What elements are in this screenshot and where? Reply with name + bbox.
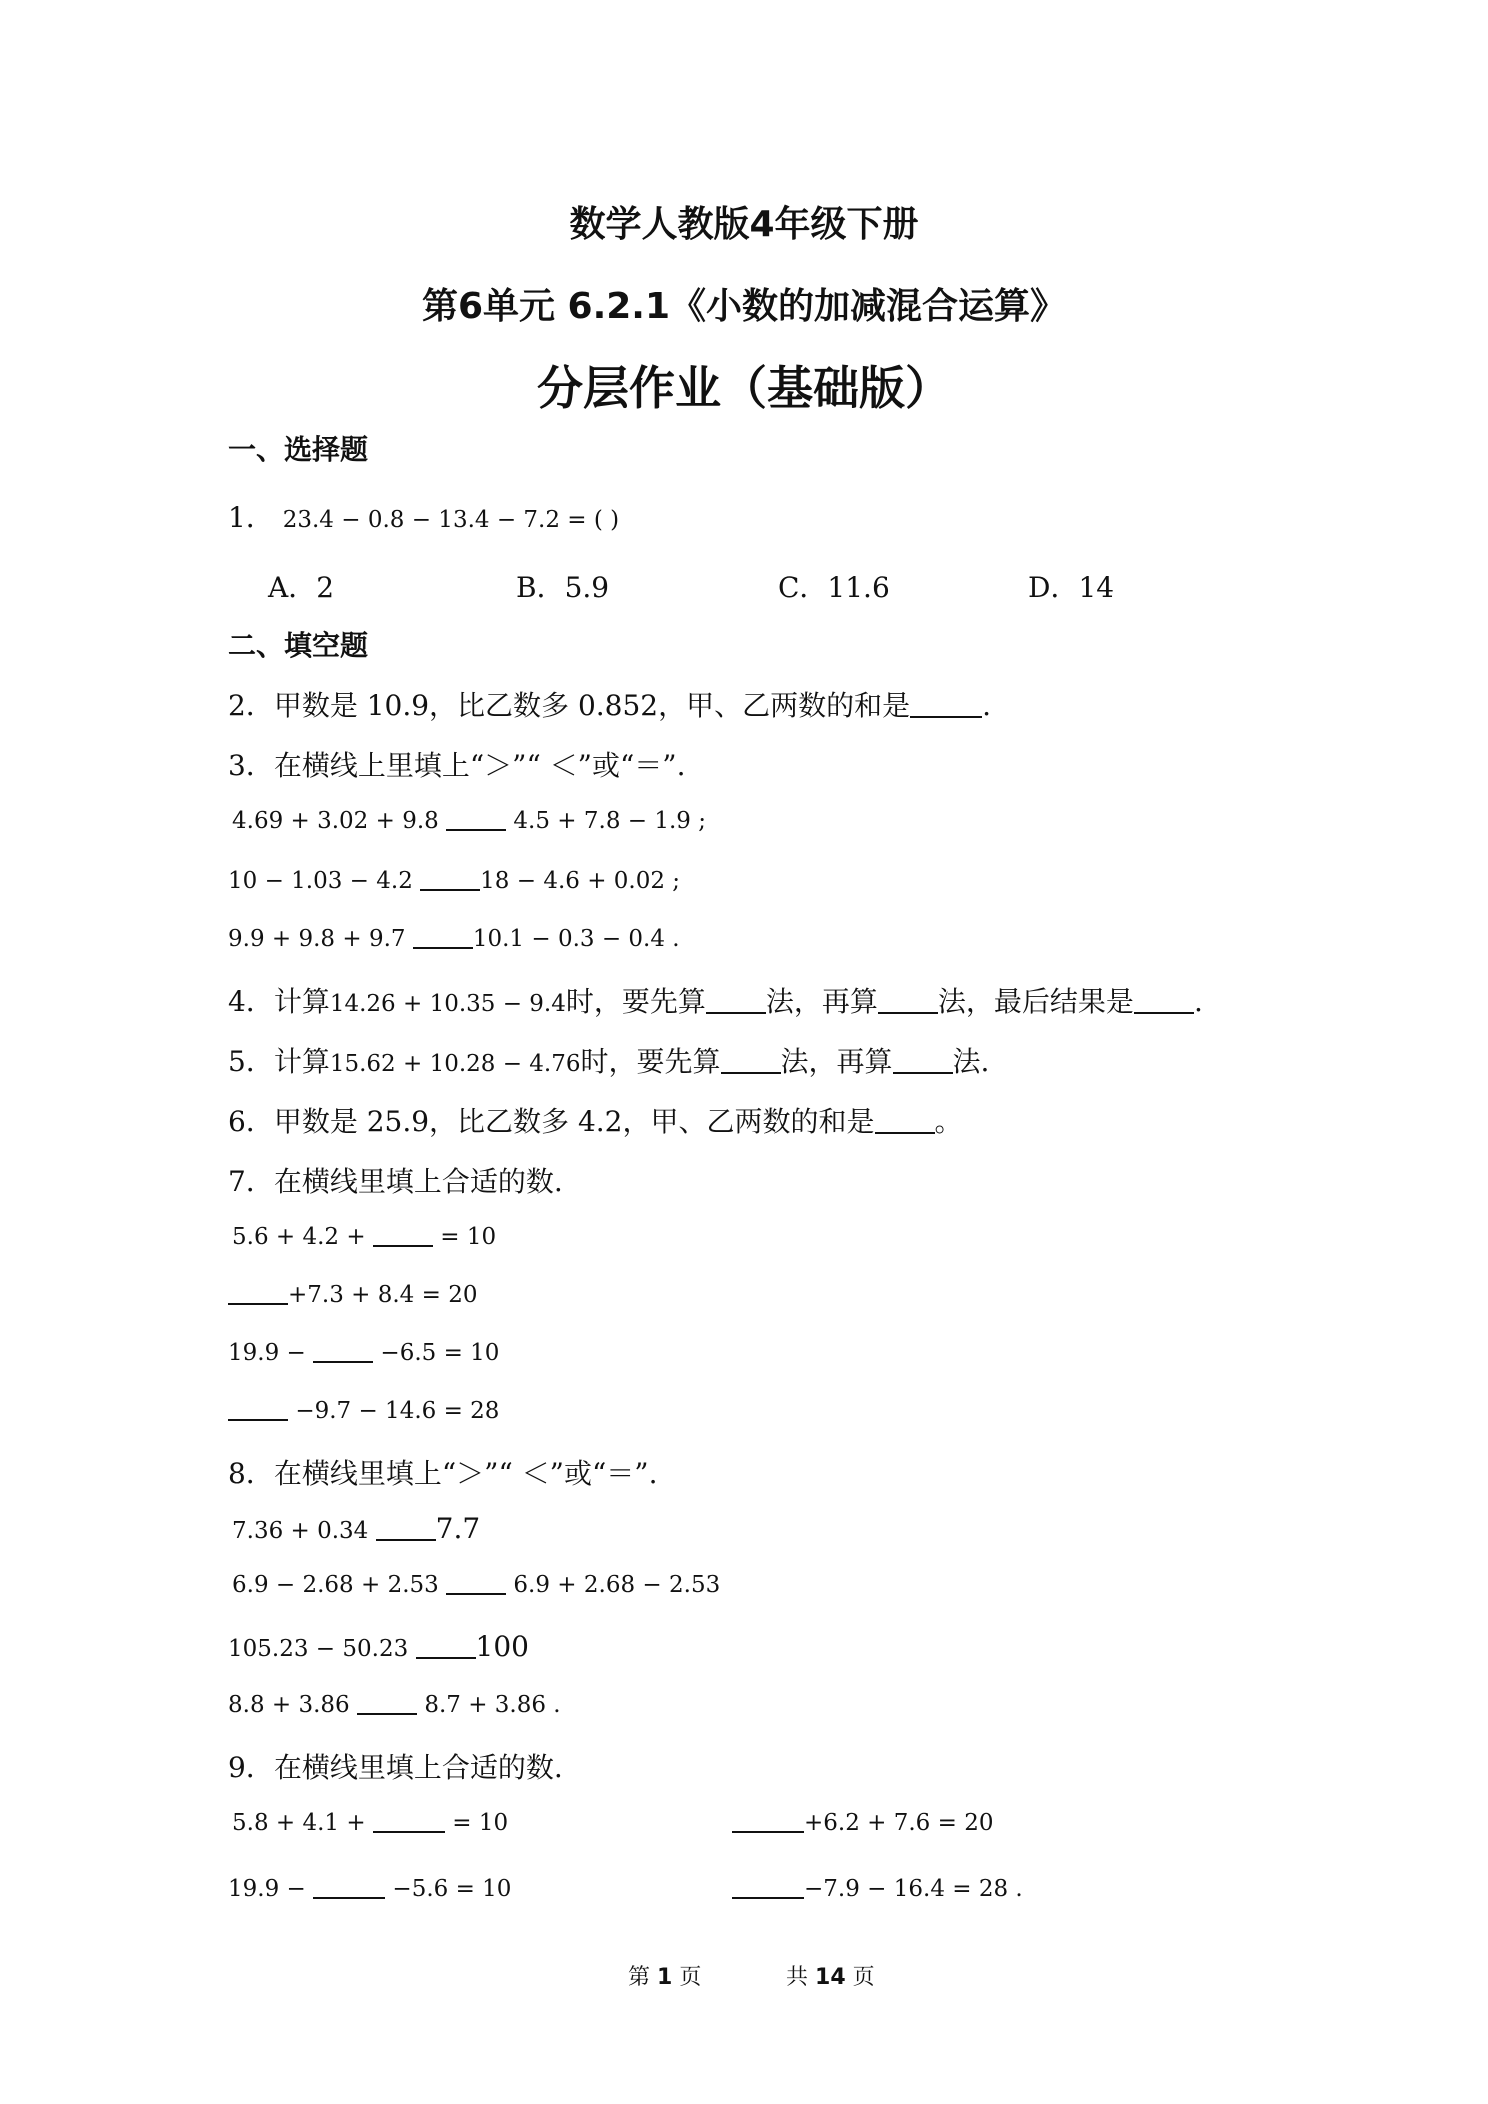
question-9-stem: 9．在横线里填上合适的数. [228, 1751, 563, 1784]
question-1-expression: 23.4 − 0.8 − 13.4 − 7.2 = ( ) [282, 507, 620, 533]
expr-right: 100 [475, 1630, 529, 1663]
question-3-row-2 [228, 866, 680, 894]
question-9-row-1-right [732, 1808, 993, 1836]
expr-right: 8.7 + 3.86 . [424, 1692, 561, 1718]
answer-blank[interactable] [313, 1874, 385, 1899]
answer-blank[interactable] [420, 866, 480, 891]
expr-right: 4.5 + 7.8 − 1.9 ; [513, 808, 707, 834]
question-8-row-2 [232, 1570, 720, 1598]
expr-left: 6.9 − 2.68 + 2.53 [232, 1572, 439, 1598]
expr-left: 10 − 1.03 − 4.2 [228, 868, 413, 894]
question-6 [228, 1100, 963, 1140]
answer-blank[interactable] [413, 924, 473, 949]
expr-right: −9.7 − 14.6 = 28 [295, 1398, 500, 1424]
question-9-row-1-left [232, 1808, 508, 1836]
current-page: 1 [657, 1965, 673, 1990]
expr-right: 18 − 4.6 + 0.02 ; [480, 868, 681, 894]
answer-blank[interactable] [910, 688, 982, 718]
footer-text: 共 [786, 1965, 809, 1990]
answer-blank[interactable] [376, 1516, 436, 1541]
answer-blank[interactable] [228, 1280, 288, 1305]
question-9-row-2-left [228, 1874, 511, 1902]
total-pages: 14 [815, 1965, 846, 1990]
question-1-number: 1． [228, 501, 274, 534]
answer-blank[interactable] [1134, 984, 1194, 1014]
question-4-end: . [1193, 985, 1203, 1018]
question-7-row-4 [228, 1396, 499, 1424]
question-3-row-1 [232, 806, 706, 834]
expr-left: 105.23 − 50.23 [228, 1636, 409, 1662]
question-7-stem: 7．在横线里填上合适的数. [228, 1165, 563, 1198]
option-c[interactable]: C．11.6 [778, 571, 890, 604]
expr-left: 19.9 − [228, 1340, 306, 1366]
question-5-prefix: 5．计算 [228, 1045, 330, 1078]
question-5 [228, 1040, 989, 1080]
expr-right: +7.3 + 8.4 = 20 [288, 1282, 478, 1308]
question-5-expression: 15.62 + 10.28 − 4.76 [329, 1051, 581, 1077]
answer-blank[interactable] [893, 1044, 953, 1074]
question-7-row-3 [228, 1338, 499, 1366]
expr-left: 9.9 + 9.8 + 9.7 [228, 926, 406, 952]
answer-blank[interactable] [721, 1044, 781, 1074]
question-3-stem: 3．在横线上里填上“＞”“ ＜”或“＝”. [228, 749, 686, 782]
section-choice: 一、选择题 [228, 433, 369, 466]
expr-right: 10.1 − 0.3 − 0.4 . [472, 926, 680, 952]
question-4-text-1: 时，要先算 [565, 985, 706, 1018]
expr-left: 7.36 + 0.34 [232, 1518, 369, 1544]
title-grade: 数学人教版4年级下册 [569, 204, 919, 245]
title-homework: 分层作业（基础版） [537, 361, 951, 415]
expr-left: 19.9 − [228, 1876, 306, 1902]
question-2-end: . [982, 689, 992, 722]
question-5-end: 法. [952, 1045, 990, 1078]
title-unit: 第6单元 6.2.1《小数的加减混合运算》 [421, 286, 1067, 327]
question-8-row-1 [232, 1512, 480, 1545]
expr-left: 5.8 + 4.1 + [232, 1810, 366, 1836]
question-2-text: 2．甲数是 10.9，比乙数多 0.852，甲、乙两数的和是 [228, 689, 911, 722]
answer-blank[interactable] [228, 1396, 288, 1421]
expr-right: −6.5 = 10 [380, 1340, 500, 1366]
answer-blank[interactable] [416, 1634, 476, 1659]
answer-blank[interactable] [446, 1570, 506, 1595]
question-1 [228, 496, 619, 536]
question-4-prefix: 4．计算 [228, 985, 330, 1018]
expr-right: 7.7 [435, 1512, 481, 1545]
answer-blank[interactable] [706, 984, 766, 1014]
footer-text: 页 [679, 1965, 702, 1990]
answer-blank[interactable] [878, 984, 938, 1014]
question-6-text: 6．甲数是 25.9，比乙数多 4.2，甲、乙两数的和是 [228, 1105, 875, 1138]
answer-blank[interactable] [446, 806, 506, 831]
question-4-expression: 14.26 + 10.35 − 9.4 [329, 991, 566, 1017]
question-3-row-3 [228, 924, 680, 952]
question-5-text-2: 法，再算 [780, 1045, 893, 1078]
answer-blank[interactable] [373, 1222, 433, 1247]
question-4 [228, 980, 1203, 1020]
question-7-row-1 [232, 1222, 496, 1250]
question-5-text-1: 时，要先算 [580, 1045, 721, 1078]
question-2 [228, 684, 991, 724]
question-8-row-4 [228, 1690, 561, 1718]
footer-text: 第 [628, 1965, 651, 1990]
answer-blank[interactable] [357, 1690, 417, 1715]
question-7-row-2 [228, 1280, 477, 1308]
footer-text: 页 [852, 1965, 875, 1990]
question-4-text-2: 法，再算 [765, 985, 878, 1018]
answer-blank[interactable] [732, 1874, 804, 1899]
footer-page-number [628, 1960, 701, 1991]
question-8-stem: 8．在横线里填上“＞”“ ＜”或“＝”. [228, 1457, 658, 1490]
expr-left: 8.8 + 3.86 [228, 1692, 350, 1718]
expr-right: +6.2 + 7.6 = 20 [804, 1810, 994, 1836]
expr-right: = 10 [452, 1810, 509, 1836]
answer-blank[interactable] [313, 1338, 373, 1363]
question-8-row-3 [228, 1630, 529, 1663]
expr-right: −7.9 − 16.4 = 28 . [804, 1876, 1023, 1902]
expr-right: 6.9 + 2.68 − 2.53 [513, 1572, 721, 1598]
question-9-row-2-right [732, 1874, 1023, 1902]
question-6-end: 。 [934, 1105, 963, 1138]
question-4-text-3: 法，最后结果是 [937, 985, 1134, 1018]
option-d[interactable]: D．14 [1028, 571, 1115, 604]
option-a[interactable]: A．2 [268, 571, 335, 604]
expr-right: −5.6 = 10 [392, 1876, 512, 1902]
answer-blank[interactable] [732, 1808, 804, 1833]
expr-right: = 10 [440, 1224, 497, 1250]
answer-blank[interactable] [373, 1808, 445, 1833]
expr-left: 4.69 + 3.02 + 9.8 [232, 808, 439, 834]
option-b[interactable]: B．5.9 [516, 571, 610, 604]
section-fill: 二、填空题 [228, 629, 369, 662]
footer-page-total [786, 1960, 875, 1991]
expr-left: 5.6 + 4.2 + [232, 1224, 366, 1250]
answer-blank[interactable] [875, 1104, 935, 1134]
